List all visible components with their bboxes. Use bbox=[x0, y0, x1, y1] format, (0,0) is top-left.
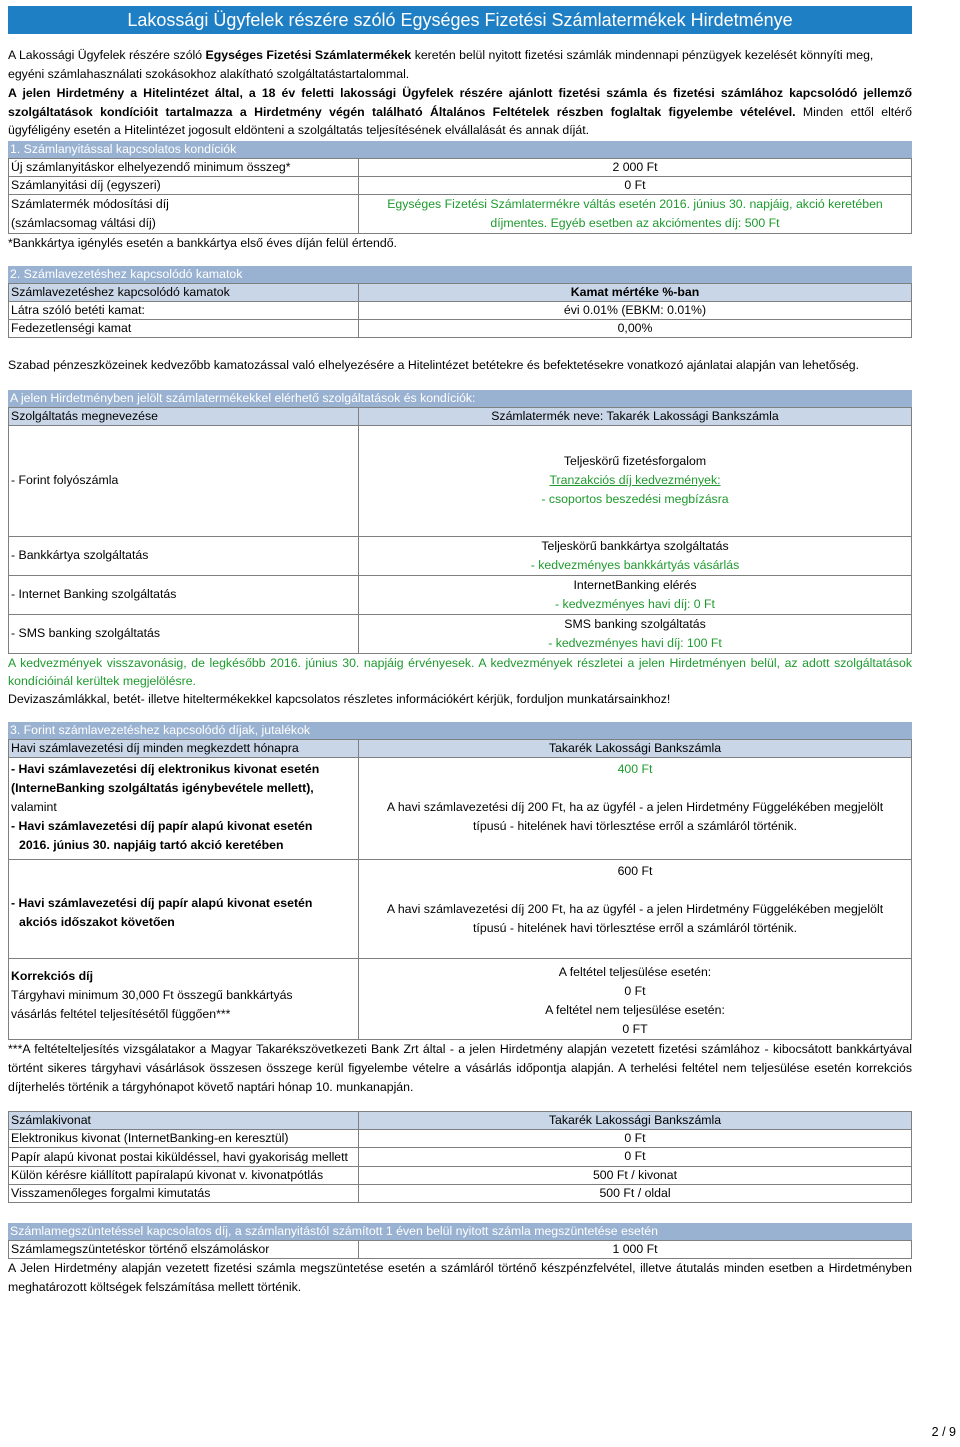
mod-fee-value: Egységes Fizetési Számlatermékre váltás esetén 2016. június 30. napjáig, akció keretében bbox=[387, 196, 883, 211]
fee-cond: 0 FT bbox=[622, 1021, 648, 1036]
mod-fee-label-sub: (számlacsomag váltási díj) bbox=[11, 215, 156, 230]
table-row bbox=[9, 194, 912, 233]
row-label: Visszamenőleges forgalmi kimutatás bbox=[9, 1184, 359, 1202]
table-row bbox=[9, 575, 912, 614]
service-name: - SMS banking szolgáltatás bbox=[9, 614, 359, 653]
savings-note: Szabad pénzeszközeinek kedvezőbb kamatozással való elhelyezésére a Hitelintézet betétekre és befektetésekre vonatkozó ajánlatai alapján van lehetőség. bbox=[8, 357, 860, 372]
intro-paragraph bbox=[8, 46, 912, 83]
service-value bbox=[359, 614, 912, 653]
row-value: 500 Ft / oldal bbox=[359, 1184, 912, 1202]
fee-label-line: - Havi számlavezetési díj elektronikus kivonat esetén bbox=[11, 761, 320, 776]
service-value bbox=[359, 536, 912, 575]
fee-label-line: valamint bbox=[11, 799, 57, 814]
fee-label bbox=[9, 859, 359, 958]
row-value: 2 000 Ft bbox=[359, 158, 912, 176]
document-page bbox=[8, 6, 912, 1297]
service-line: SMS banking szolgáltatás bbox=[564, 616, 706, 631]
table-row bbox=[9, 176, 912, 194]
column-header: Takarék Lakossági Bankszámla bbox=[359, 739, 912, 757]
table-row bbox=[9, 301, 912, 319]
table-row bbox=[9, 1166, 912, 1184]
fee-value bbox=[359, 958, 912, 1039]
fee-label-line: Korrekciós díj bbox=[11, 969, 94, 983]
row-label: Papír alapú kivonat postai kiküldéssel, havi gyakoriság mellett bbox=[9, 1147, 359, 1166]
table-row bbox=[9, 614, 912, 653]
row-label: Látra szóló betéti kamat: bbox=[9, 301, 359, 319]
service-name: - Bankkártya szolgáltatás bbox=[9, 536, 359, 575]
table-row bbox=[9, 319, 912, 337]
page-title: Lakossági Ügyfelek részére szóló Egységes Fizetési Számlatermékek Hirdetménye bbox=[8, 6, 912, 34]
row-value: 0 Ft bbox=[359, 1147, 912, 1166]
scope-rest: Minden ettől eltérő ügyféligény esetén a Hitelintézet jogosult eldönteni a szolgáltatás teljesítésének elvállalását és annak díját. bbox=[8, 104, 912, 137]
table-row bbox=[9, 757, 912, 859]
row-value: 1 000 Ft bbox=[359, 1240, 912, 1258]
promo-note: A kedvezmények visszavonásig, de legkésőbb 2016. június 30. napjáig érvényesek. A kedvezmények részletei a jelen Hirdetményen belül, az adott szolgáltatások kondícióinál kerültek megjelölésre. bbox=[8, 655, 912, 688]
service-name: - Internet Banking szolgáltatás bbox=[9, 575, 359, 614]
row-value: 500 Ft / kivonat bbox=[359, 1166, 912, 1184]
column-header: Számlavezetéshez kapcsolódó kamatok bbox=[9, 283, 359, 301]
table-header-row bbox=[9, 1111, 912, 1129]
scope-bold: A jelen Hirdetmény a Hitelintézet által, a 18 év feletti lakossági Ügyfelek részére ajánlott fizetési számla és fizetési számlához kapcsolódó jellemző szolgáltatások kondícióit tartalmazza a Hirdetmény végén található Általános Feltételek részben foglaltak figyelembe vételével. bbox=[8, 86, 912, 119]
services-heading: A jelen Hirdetményben jelölt számlatermékekkel elérhető szolgáltatások és kondíciók: bbox=[8, 390, 912, 407]
fee-label-line: - Havi számlavezetési díj papír alapú kivonat esetén bbox=[11, 818, 313, 833]
table-row bbox=[9, 158, 912, 176]
fee-label bbox=[9, 958, 359, 1039]
row-value: 0 Ft bbox=[359, 176, 912, 194]
intro-text-rest: keretén belül nyitott fizetési számlák mindennapi pénzügyek kezelését könnyíti meg, egyéni számlahasználati szokásokhoz alakítható szolgáltatástartalommal. bbox=[8, 48, 874, 81]
service-line: Teljeskörű bankkártya szolgáltatás bbox=[541, 538, 729, 553]
fee-cond: 0 Ft bbox=[624, 983, 646, 998]
services-table bbox=[8, 407, 912, 654]
mod-fee-label: Számlatermék módosítási díj bbox=[11, 196, 169, 211]
table-row bbox=[9, 1240, 912, 1258]
table-row bbox=[9, 1129, 912, 1147]
service-line: Tranzakciós díj kedvezmények: bbox=[549, 473, 721, 487]
table-header-row bbox=[9, 407, 912, 425]
column-header: Szolgáltatás megnevezése bbox=[9, 407, 359, 425]
table-row bbox=[9, 1147, 912, 1166]
column-header: Takarék Lakossági Bankszámla bbox=[359, 1111, 912, 1129]
service-line: - csoportos beszedési megbízásra bbox=[541, 492, 729, 506]
fee-label bbox=[9, 757, 359, 859]
fee-desc: típusú - hitelének havi törlesztése erről a számláról történik. bbox=[473, 920, 797, 935]
fees-table bbox=[8, 739, 912, 1040]
service-line: Teljeskörű fizetésforgalom bbox=[563, 454, 707, 468]
fee-cond: A feltétel nem teljesülése esetén: bbox=[545, 1002, 725, 1017]
condition-note: ***A feltételteljesítés vizsgálatakor a Magyar Takarékszövetkezeti Bank Zrt által - a jelen Hirdetmény alapján vezetett fizetési számlához - kibocsátott bankkártyával történt sikeres tárgyhavi vásárlások összesen összege kerül figyelembe vételre a vásárlás időpontja alapján. A terhelési feltétel nem teljesülése esetén korrekciós díjterhelés történik a tárgyhónapot követő naptári hónap 10. munkanapján. bbox=[8, 1041, 912, 1094]
fee-desc: típusú - hitelének havi törlesztése erről a számláról történik. bbox=[473, 818, 797, 833]
mod-fee-value-sub: díjmentes. Egyéb esetben az akciómentes díj: 500 Ft bbox=[490, 215, 780, 230]
statement-table bbox=[8, 1111, 912, 1203]
scope-paragraph bbox=[8, 84, 912, 140]
table-row bbox=[9, 536, 912, 575]
fee-label-line: (InterneBanking szolgáltatás igénybevétele mellett), bbox=[11, 780, 314, 795]
table-row bbox=[9, 425, 912, 536]
fee-label-line: vásárlás feltétel teljesítésétől függően*** bbox=[11, 1007, 231, 1021]
fee-desc: A havi számlavezetési díj 200 Ft, ha az ügyfél - a jelen Hirdetmény Függelékében megjelölt bbox=[386, 901, 884, 916]
row-label: Számlamegszüntetéskor történő elszámoláskor bbox=[9, 1240, 359, 1258]
table-row bbox=[9, 1184, 912, 1202]
row-value bbox=[359, 194, 912, 233]
intro-text: A Lakossági Ügyfelek részére szóló bbox=[8, 48, 206, 62]
section-1-header: 1. Számlanyitással kapcsolatos kondíciók bbox=[8, 141, 912, 158]
interest-table bbox=[8, 283, 912, 338]
service-value bbox=[359, 425, 912, 536]
service-name: - Forint folyószámla bbox=[9, 425, 359, 536]
account-opening-table bbox=[8, 158, 912, 234]
closing-table bbox=[8, 1240, 912, 1259]
row-label: Fedezetlenségi kamat bbox=[9, 319, 359, 337]
row-value: évi 0.01% (EBKM: 0.01%) bbox=[359, 301, 912, 319]
closing-note: A Jelen Hirdetmény alapján vezetett fizetési számla megszüntetése esetén a számláról történő készpénzfelvétel, illetve átutalás minden esetben a Hirdetményben meghatározott költségek felszámítása mellett történik. bbox=[8, 1260, 912, 1294]
fee-cond: A feltétel teljesülése esetén: bbox=[558, 964, 712, 979]
service-value bbox=[359, 575, 912, 614]
fee-desc: A havi számlavezetési díj 200 Ft, ha az ügyfél - a jelen Hirdetmény Függelékében megjelölt bbox=[386, 799, 884, 814]
service-line: - kedvezményes bankkártyás vásárlás bbox=[530, 557, 740, 572]
row-label: Új számlanyitáskor elhelyezendő minimum összeg* bbox=[9, 158, 359, 176]
row-label: Számlanyitási díj (egyszeri) bbox=[9, 176, 359, 194]
column-header: Havi számlavezetési díj minden megkezdett hónapra bbox=[9, 739, 359, 757]
service-line: - kedvezményes havi díj: 0 Ft bbox=[555, 596, 715, 611]
service-line: InternetBanking elérés bbox=[573, 577, 697, 592]
service-line: - kedvezményes havi díj: 100 Ft bbox=[548, 635, 722, 650]
row-label: Elektronikus kivonat (InternetBanking-en keresztül) bbox=[9, 1129, 359, 1147]
fee-value bbox=[359, 757, 912, 859]
intro-product: Egységes Fizetési Számlatermékek bbox=[205, 48, 412, 62]
row-value: 0,00% bbox=[359, 319, 912, 337]
row-value: 0 Ft bbox=[359, 1129, 912, 1147]
table-header-row bbox=[9, 283, 912, 301]
fee-value bbox=[359, 859, 912, 958]
page-number: 2 / 9 bbox=[931, 1425, 956, 1439]
fee-price: 400 Ft bbox=[617, 761, 653, 776]
row-label bbox=[9, 194, 359, 233]
closing-header: Számlamegszüntetéssel kapcsolatos díj, a számlanyitástól számított 1 éven belül nyitott számla megszüntetése esetén bbox=[8, 1223, 912, 1240]
section-3-header: 3. Forint számlavezetéshez kapcsolódó díjak, jutalékok bbox=[8, 722, 912, 739]
column-header: Számlakivonat bbox=[9, 1111, 359, 1129]
column-header: Számlatermék neve: Takarék Lakossági Bankszámla bbox=[359, 407, 912, 425]
fee-label-line: - Havi számlavezetési díj papír alapú kivonat esetén bbox=[11, 895, 313, 910]
footnote: *Bankkártya igénylés esetén a bankkártya első éves díján felül értendő. bbox=[8, 235, 397, 250]
row-label: Külön kérésre kiállított papíralapú kivonat v. kivonatpótlás bbox=[9, 1166, 359, 1184]
table-row bbox=[9, 958, 912, 1039]
section-2-header: 2. Számlavezetéshez kapcsolódó kamatok bbox=[8, 266, 912, 283]
fx-note: Devizaszámlákkal, betét- illetve hiteltermékekkel kapcsolatos részletes információkért kérjük, forduljon munkatársainkhoz! bbox=[8, 691, 671, 706]
table-row bbox=[9, 859, 912, 958]
fee-label-line: 2016. június 30. napjáig tartó akció keretében bbox=[19, 837, 284, 852]
fee-price: 600 Ft bbox=[617, 863, 653, 878]
fee-label-line: akciós időszakot követően bbox=[19, 914, 175, 929]
column-header: Kamat mértéke %-ban bbox=[359, 283, 912, 301]
table-header-row bbox=[9, 739, 912, 757]
fee-label-line: Tárgyhavi minimum 30,000 Ft összegű bankkártyás bbox=[11, 988, 293, 1002]
